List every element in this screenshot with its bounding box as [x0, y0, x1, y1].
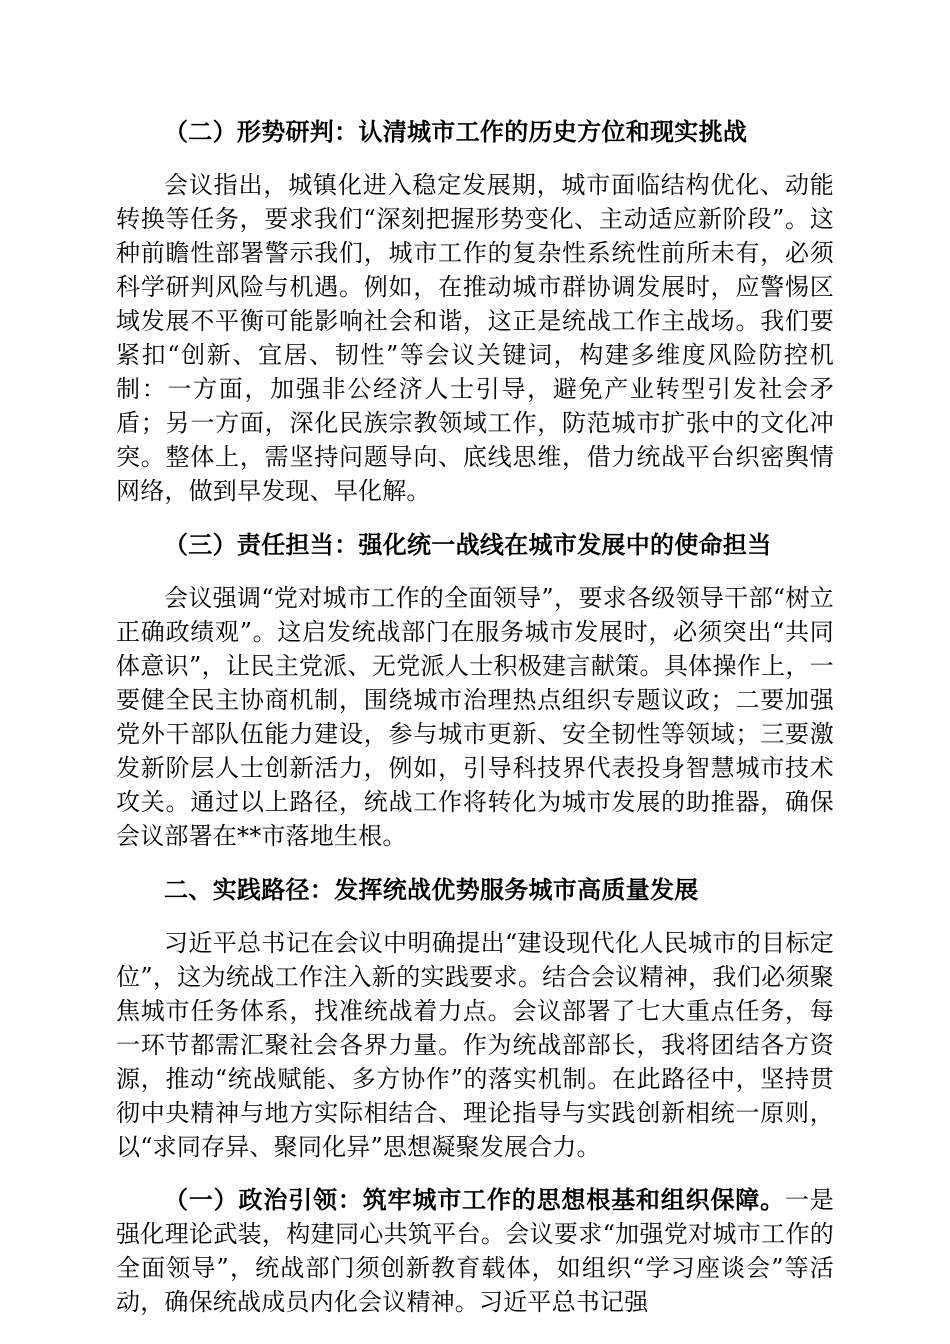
paragraph-lead-political-guidance: （一）政治引领：筑牢城市工作的思想根基和组织保障。: [164, 1185, 785, 1214]
paragraph-body-political-guidance: 一是强化理论武装，构建同心共筑平台。会议要求“加强党对城市工作的全面领导”，统战部门须创新教育载体，如组织“学习座谈会”等活动，确保统战成员内化会议精神。习近平总书记强: [116, 1186, 835, 1316]
paragraph-political-guidance: [116, 1183, 834, 1319]
part-heading-practice: 二、实践路径：发挥统战优势服务城市高质量发展: [164, 875, 699, 904]
paragraph-practice: 习近平总书记在会议中明确提出“建设现代化人民城市的目标定位”，这为统战工作注入新的实践要求。结合会议精神，我们必须聚焦城市任务体系，找准统战着力点。会议部署了七大重点任务，每一环节都需汇聚社会各界力量。作为统战部部长，我将团结各方资源，推动“统战赋能、多方协作”的落实机制。在此路径中，坚持贯彻中央精神与地方实际相结合、理论指导与实践创新相统一原则，以“求同存异、聚同化异”思想凝聚发展合力。: [116, 929, 834, 1161]
document-page: [116, 114, 834, 1338]
section-heading-responsibility: （三）责任担当：强化统一战线在城市发展中的使命担当: [164, 530, 772, 559]
paragraph-responsibility: 会议强调“党对城市工作的全面领导”，要求各级领导干部“树立正确政绩观”。这启发统战部门在服务城市发展时，必须突出“共同体意识”，让民主党派、无党派人士积极建言献策。具体操作上，一要健全民主协商机制，围绕城市治理热点组织专题议政；二要加强党外干部队伍能力建设，参与城市更新、安全韧性等领域；三要激发新阶层人士创新活力，例如，引导科技界代表投身智慧城市技术攻关。通过以上路径，统战工作将转化为城市发展的助推器，确保会议部署在**市落地生根。: [116, 584, 834, 850]
paragraph-situation: 会议指出，城镇化进入稳定发展期，城市面临结构优化、动能转换等任务，要求我们“深刻把握形势变化、主动适应新阶段”。这种前瞻性部署警示我们，城市工作的复杂性系统性前所未有，必须科学研判风险与机遇。例如，在推动城市群协调发展时，应警惕区域发展不平衡可能影响社会和谐，这正是统战工作主战场。我们要紧扣“创新、宜居、韧性”等会议关键词，构建多维度风险防控机制：一方面，加强非公经济人士引导，避免产业转型引发社会矛盾；另一方面，深化民族宗教领域工作，防范城市扩张中的文化冲突。整体上，需坚持问题导向、底线思维，借力统战平台织密舆情网络，做到早发现、早化解。: [116, 171, 834, 505]
section-heading-situation: （二）形势研判：认清城市工作的历史方位和现实挑战: [164, 117, 748, 146]
